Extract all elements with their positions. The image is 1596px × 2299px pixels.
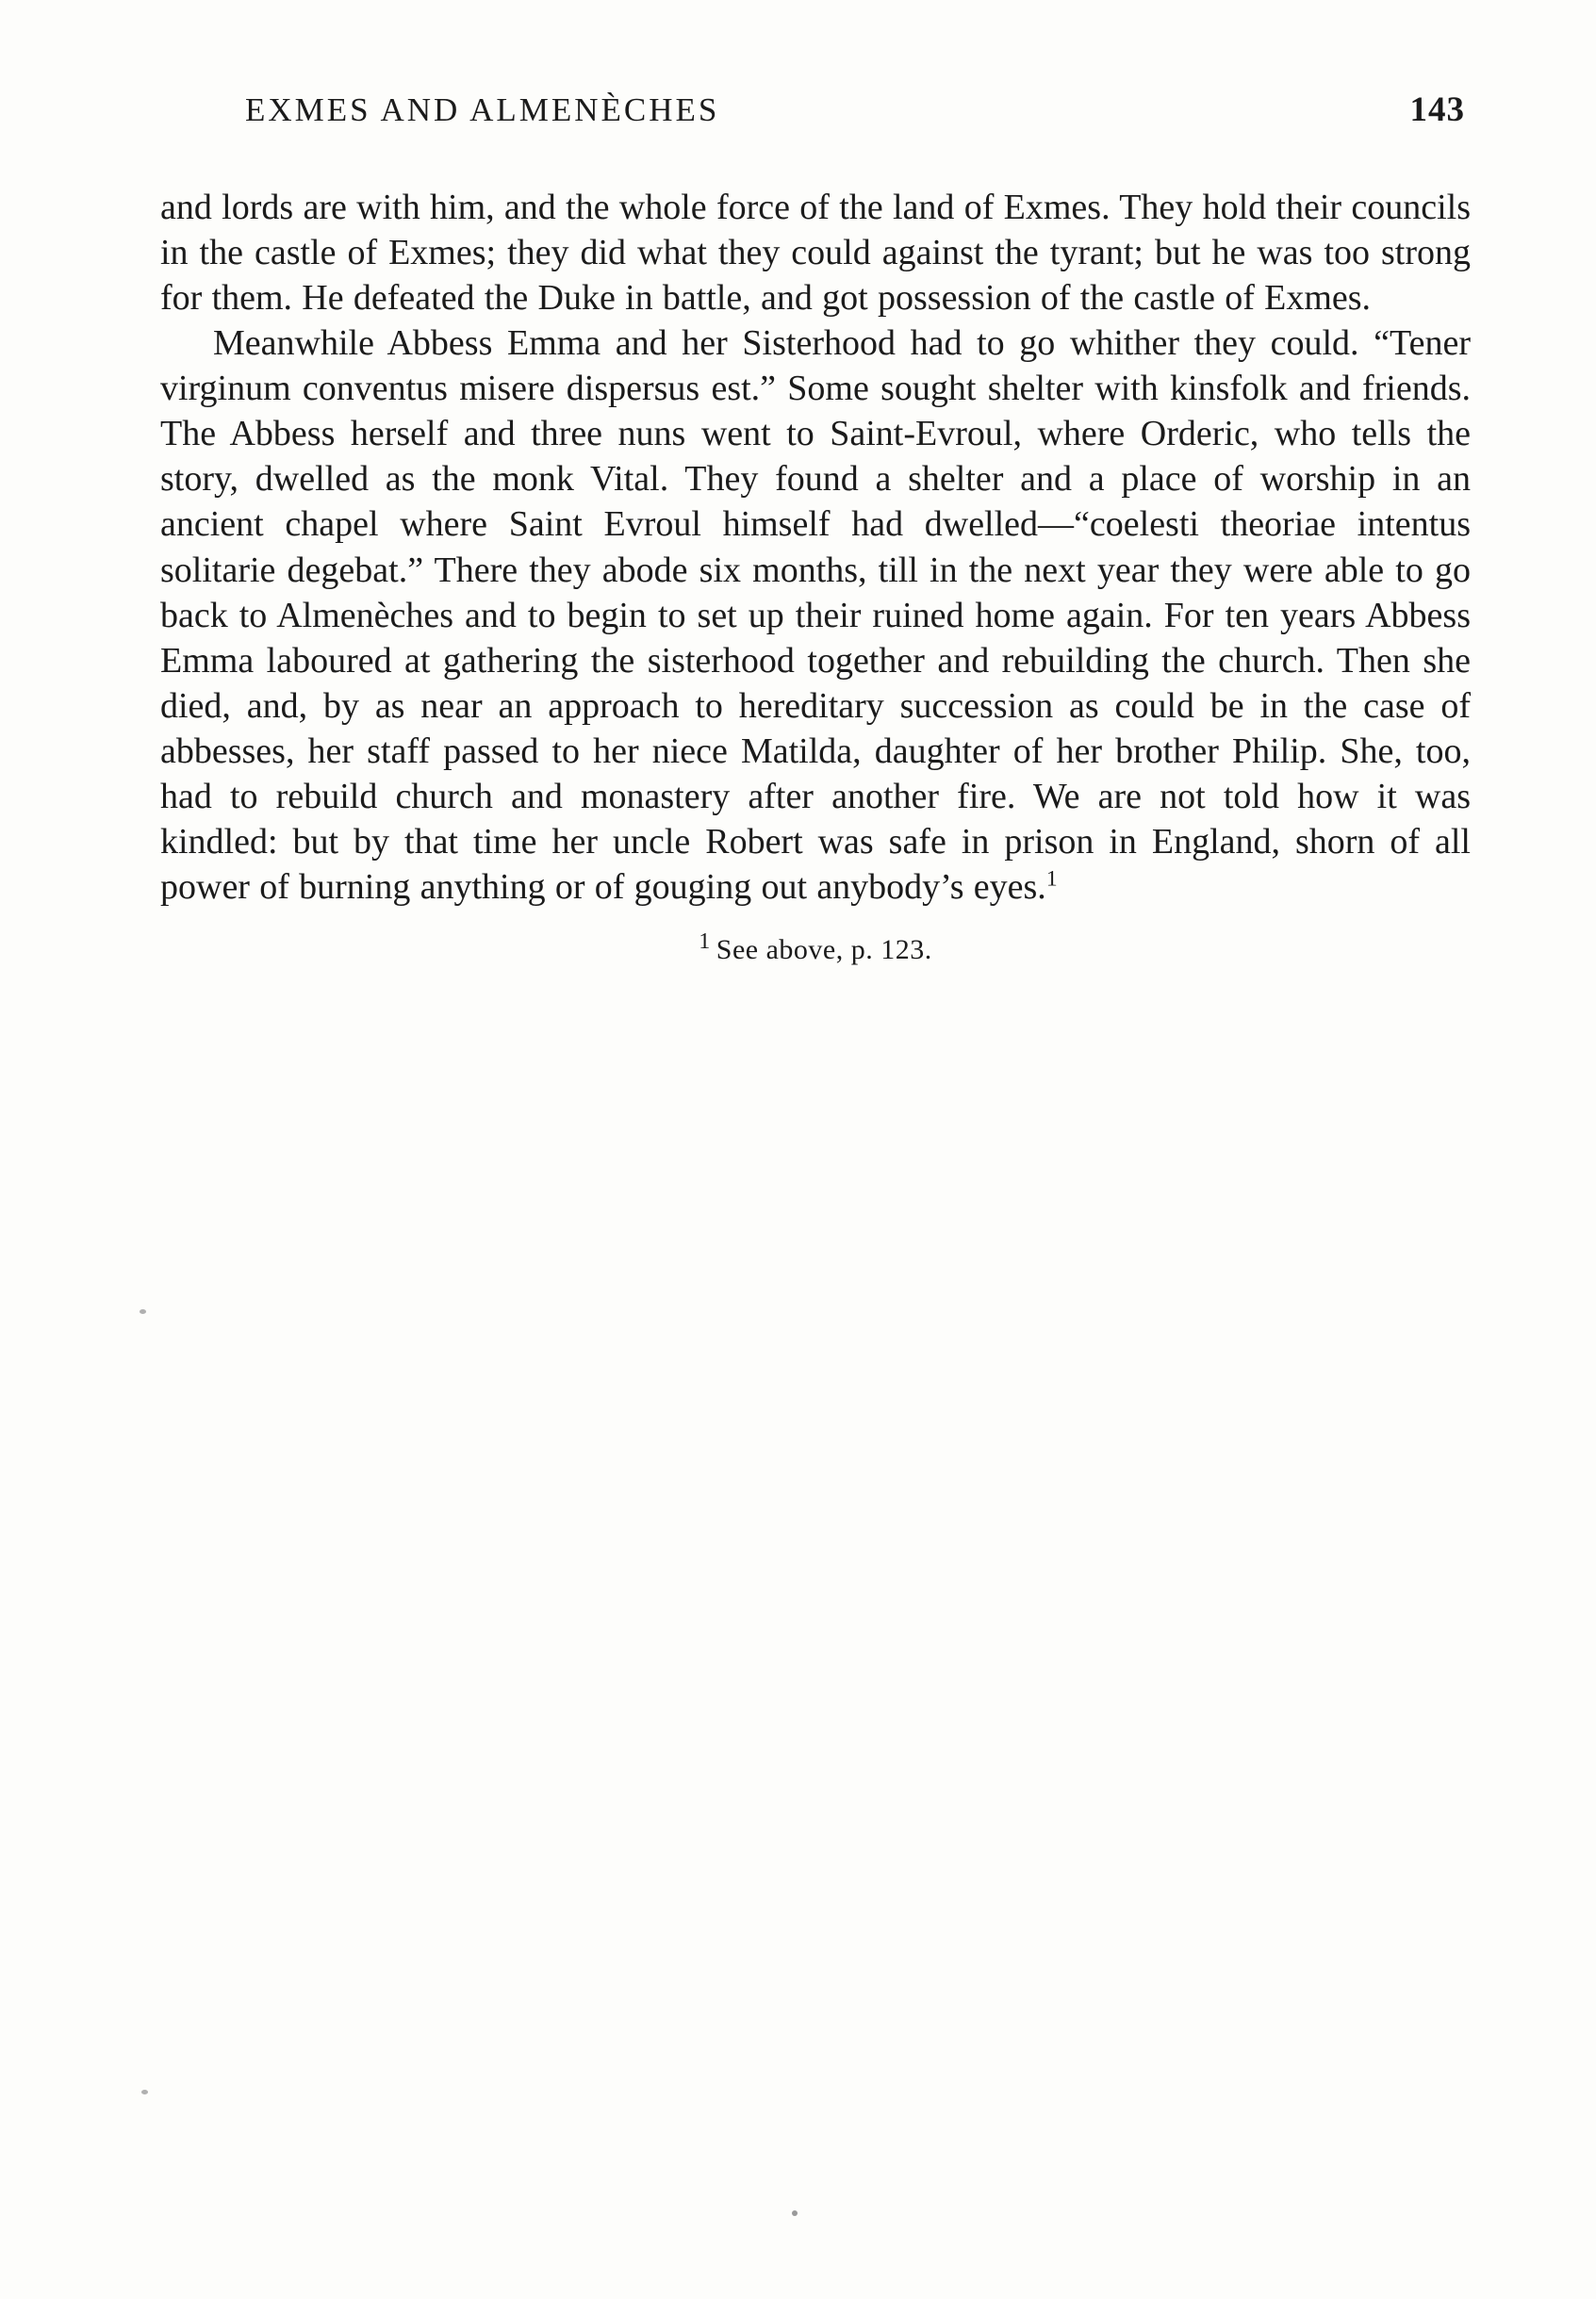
paragraph-meanwhile: [160, 320, 1471, 910]
page-speck: [792, 2210, 798, 2216]
paragraph-meanwhile-text: Meanwhile Abbess Emma and her Sisterhood had to go whither they could. “Tener virginum conventus misere dispersus est.” Some sought shelter with kinsfolk and friends. The Abbess herself and three nuns went to Saint-Evroul, where Orderic, who tells the story, dwelled as the monk Vital. They found a shelter and a place of worship in an ancient chapel where Saint Evroul himself had dwelled—“coelesti theoriae intentus solitarie degebat.” There they abode six months, till in the next year they were able to go back to Almenèches and to begin to set up their ruined home again. For ten years Abbess Emma laboured at gathering the sisterhood together and rebuilding the church. Then she died, and, by as near an approach to hereditary succession as could be in the case of abbesses, her staff passed to her niece Matilda, daughter of her brother Philip. She, too, had to rebuild church and monastery after another fire. We are not told how it was kindled: but by that time her uncle Robert was safe in prison in England, shorn of all power of burning anything or of gouging out anybody’s eyes.: [160, 323, 1471, 907]
footnote-text: See above, p. 123.: [716, 934, 932, 965]
running-title: EXMES AND ALMENÈCHES: [245, 91, 720, 128]
paragraph-continuation: and lords are with him, and the whole force of the land of Exmes. They hold their councils in the castle of Exmes; they did what they could against the tyrant; but he was too strong for them. He defeated the Duke in battle, and got possession of the castle of Exmes.: [160, 188, 1471, 319]
page-header: [160, 90, 1471, 130]
footnote: [160, 929, 1471, 966]
page-number: 143: [1409, 90, 1465, 129]
page-content: [160, 90, 1471, 966]
page-speck: [140, 1309, 146, 1314]
body-text: [160, 185, 1471, 910]
page-speck: [141, 2090, 148, 2094]
footnote-reference[interactable]: 1: [1045, 866, 1058, 892]
footnote-marker: 1: [699, 929, 711, 954]
